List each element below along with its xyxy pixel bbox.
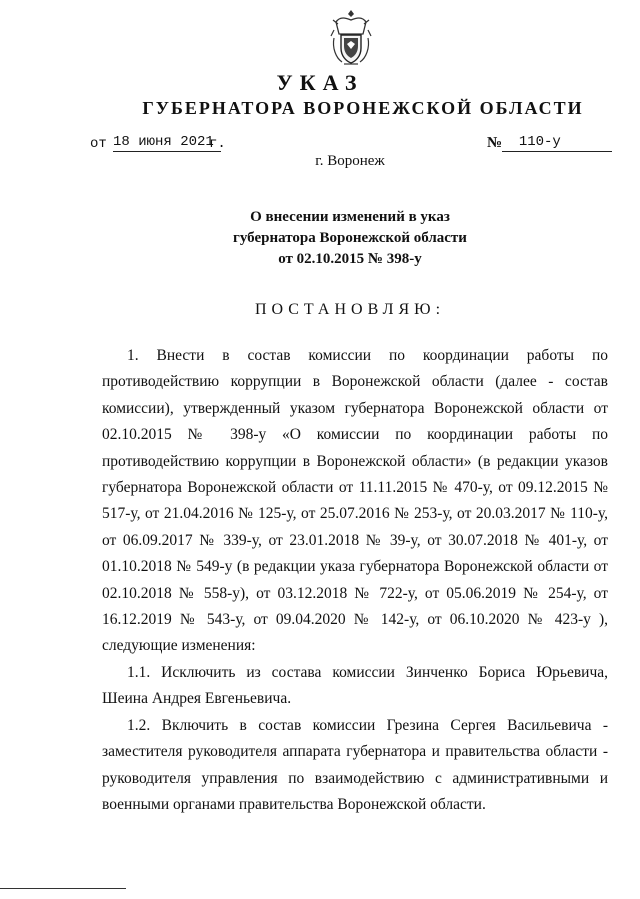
city: г. Воронеж bbox=[315, 153, 385, 169]
decree-word: ПОСТАНОВЛЯЮ: bbox=[254, 301, 446, 318]
document-title: УКАЗ bbox=[276, 70, 364, 95]
document-body bbox=[102, 343, 608, 818]
subject-line-3: от 02.10.2015 № 398-у bbox=[278, 251, 422, 267]
document-subtitle: ГУБЕРНАТОРА ВОРОНЕЖСКОЙ ОБЛАСТИ bbox=[142, 98, 584, 118]
subject-line-2: губернатора Воронежской области bbox=[233, 230, 467, 246]
date-field: 18 июня 2021 bbox=[113, 134, 221, 152]
paragraph-1-2: 1.2. Включить в состав комиссии Грезина Сергея Васильевича - заместителя руководителя аппарата губернатора и правительства области - руководителя управления по взаимодействию с административными и военными органами правительства Воронежской области. bbox=[102, 716, 608, 813]
document-number bbox=[502, 134, 612, 152]
date-suffix: г. bbox=[209, 136, 226, 152]
footer-divider bbox=[0, 888, 126, 889]
paragraph-1: 1. Внести в состав комиссии по координации работы по противодействию коррупции в Воронежской области (далее - состав комиссии), утвержденный указом губернатора Воронежской области от 02.10.2015 № 398-у «О комиссии по координации работы по противодействию коррупции в Воронежской области» (в редакции указов губернатора Воронежской области от 11.11.2015 № 470-у, от 09.12.2015 № 517-у, от 21.04.2016 № 125-у, от 25.07.2016 № 253-у, от 20.03.2017 № 110-у, от 06.09.2017 № 339-у, от 23.01.2018 № 39-у, от 30.07.2018 № 401-у, от 01.10.2018 № 549-у (в редакции указа губернатора Воронежской области от 02.10.2018 № 558-у), от 03.12.2018 № 722-у, от 05.06.2019 № 254-у, от 16.12.2019 № 543-у, от 09.04.2020 № 142-у, от 06.10.2020 № 423-у ), следующие изменения: bbox=[102, 347, 608, 655]
number-sign: № bbox=[487, 135, 503, 151]
date-prefix: от bbox=[90, 136, 107, 152]
document-subject bbox=[0, 207, 640, 270]
coat-of-arms-emblem bbox=[330, 8, 372, 68]
paragraph-1-1: 1.1. Исключить из состава комиссии Зинченко Бориса Юрьевича, Шеина Андрея Евгеньевича. bbox=[102, 663, 608, 708]
subject-line-1: О внесении изменений в указ bbox=[250, 209, 450, 225]
document-number-value: 110-у bbox=[518, 134, 561, 150]
